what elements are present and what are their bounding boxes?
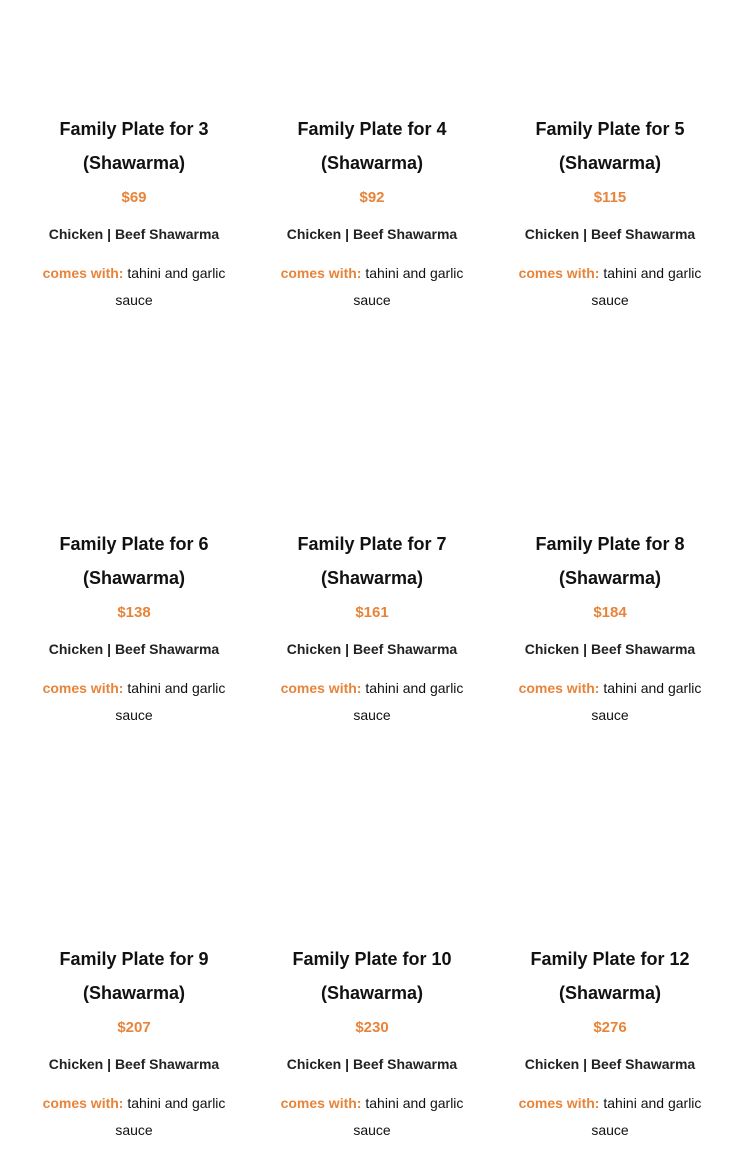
menu-item-comes-with: [500, 260, 720, 314]
menu-item-title[interactable]: [24, 112, 244, 180]
comes-with-label: comes with:: [518, 680, 600, 696]
menu-item-title-line1: Family Plate for 6: [59, 534, 209, 554]
menu-item-meat-options: [24, 638, 244, 660]
comes-with-text: tahini and garlic sauce: [591, 265, 702, 308]
menu-item-meat-options: [24, 1053, 244, 1075]
menu-item-title-line2: (Shawarma): [320, 983, 424, 1003]
menu-item-meat-options: [500, 638, 720, 660]
comes-with-text: tahini and garlic sauce: [115, 1095, 226, 1138]
meat-option-chicken: Chicken: [286, 641, 342, 657]
meat-option-beef: Beef Shawarma: [114, 641, 220, 657]
meat-option-chicken: Chicken: [286, 226, 342, 242]
menu-item-meat-options: [262, 638, 482, 660]
menu-item-meat-options: [500, 1053, 720, 1075]
menu-item-title[interactable]: [24, 942, 244, 1010]
meat-option-chicken: Chicken: [48, 1056, 104, 1072]
menu-item-title-line2: (Shawarma): [558, 568, 662, 588]
menu-item-card[interactable]: [262, 527, 482, 729]
menu-item-title-line2: (Shawarma): [82, 568, 186, 588]
meat-option-beef: Beef Shawarma: [590, 1056, 696, 1072]
menu-item-price: $184: [593, 604, 627, 621]
menu-item-card[interactable]: [262, 112, 482, 314]
meat-separator: |: [345, 1056, 350, 1072]
meat-option-beef: Beef Shawarma: [352, 1056, 458, 1072]
meat-option-chicken: Chicken: [286, 1056, 342, 1072]
meat-separator: |: [107, 1056, 112, 1072]
menu-item-meat-options: [500, 223, 720, 245]
comes-with-text: tahini and garlic sauce: [353, 265, 464, 308]
menu-item-title[interactable]: [500, 112, 720, 180]
comes-with-label: comes with:: [42, 680, 124, 696]
comes-with-label: comes with:: [518, 265, 600, 281]
menu-item-card[interactable]: [24, 527, 244, 729]
menu-item-comes-with: [262, 675, 482, 729]
meat-separator: |: [345, 226, 350, 242]
meat-separator: |: [583, 641, 588, 657]
menu-item-price: $207: [117, 1019, 151, 1036]
menu-item-comes-with: [500, 675, 720, 729]
comes-with-label: comes with:: [280, 680, 362, 696]
meat-option-chicken: Chicken: [524, 226, 580, 242]
meat-option-chicken: Chicken: [524, 1056, 580, 1072]
meat-option-beef: Beef Shawarma: [590, 226, 696, 242]
meat-option-beef: Beef Shawarma: [352, 641, 458, 657]
menu-item-title-line1: Family Plate for 7: [297, 534, 447, 554]
menu-item-title-line2: (Shawarma): [320, 153, 424, 173]
menu-item-title-line1: Family Plate for 5: [535, 119, 685, 139]
comes-with-text: tahini and garlic sauce: [591, 680, 702, 723]
menu-item-price: $161: [355, 604, 389, 621]
menu-item-comes-with: [262, 1090, 482, 1144]
comes-with-text: tahini and garlic sauce: [591, 1095, 702, 1138]
menu-item-price: $69: [121, 189, 147, 206]
menu-item-title[interactable]: [262, 112, 482, 180]
menu-item-title-line1: Family Plate for 12: [530, 949, 690, 969]
meat-option-beef: Beef Shawarma: [114, 1056, 220, 1072]
menu-item-card[interactable]: [262, 942, 482, 1144]
menu-item-price: $92: [359, 189, 385, 206]
comes-with-text: tahini and garlic sauce: [115, 680, 226, 723]
comes-with-label: comes with:: [280, 265, 362, 281]
menu-item-title-line2: (Shawarma): [82, 153, 186, 173]
comes-with-label: comes with:: [42, 1095, 124, 1111]
meat-separator: |: [583, 1056, 588, 1072]
menu-item-title-line1: Family Plate for 9: [59, 949, 209, 969]
menu-item-title[interactable]: [24, 527, 244, 595]
meat-separator: |: [107, 641, 112, 657]
comes-with-label: comes with:: [280, 1095, 362, 1111]
menu-item-title-line2: (Shawarma): [558, 153, 662, 173]
menu-item-comes-with: [24, 675, 244, 729]
menu-item-title[interactable]: [500, 527, 720, 595]
menu-item-card[interactable]: [24, 112, 244, 314]
meat-option-beef: Beef Shawarma: [114, 226, 220, 242]
meat-option-chicken: Chicken: [48, 226, 104, 242]
menu-item-title-line2: (Shawarma): [558, 983, 662, 1003]
menu-item-title-line1: Family Plate for 4: [297, 119, 447, 139]
menu-item-card[interactable]: [24, 942, 244, 1144]
menu-item-meat-options: [24, 223, 244, 245]
menu-item-title[interactable]: [262, 942, 482, 1010]
meat-separator: |: [345, 641, 350, 657]
comes-with-text: tahini and garlic sauce: [353, 680, 464, 723]
comes-with-label: comes with:: [518, 1095, 600, 1111]
menu-item-comes-with: [262, 260, 482, 314]
meat-option-chicken: Chicken: [48, 641, 104, 657]
menu-item-price: $138: [117, 604, 151, 621]
menu-item-comes-with: [24, 260, 244, 314]
meat-option-chicken: Chicken: [524, 641, 580, 657]
menu-item-price: $230: [355, 1019, 389, 1036]
menu-item-card[interactable]: [500, 942, 720, 1144]
menu-item-meat-options: [262, 223, 482, 245]
menu-item-meat-options: [262, 1053, 482, 1075]
menu-item-card[interactable]: [500, 527, 720, 729]
meat-option-beef: Beef Shawarma: [352, 226, 458, 242]
menu-item-comes-with: [24, 1090, 244, 1144]
menu-item-title[interactable]: [262, 527, 482, 595]
menu-item-title-line1: Family Plate for 10: [292, 949, 452, 969]
menu-item-title-line2: (Shawarma): [320, 568, 424, 588]
menu-item-title-line2: (Shawarma): [82, 983, 186, 1003]
meat-separator: |: [107, 226, 112, 242]
menu-item-comes-with: [500, 1090, 720, 1144]
meat-option-beef: Beef Shawarma: [590, 641, 696, 657]
menu-item-title-line1: Family Plate for 3: [59, 119, 209, 139]
menu-item-title-line1: Family Plate for 8: [535, 534, 685, 554]
meat-separator: |: [583, 226, 588, 242]
menu-item-title[interactable]: [500, 942, 720, 1010]
comes-with-text: tahini and garlic sauce: [353, 1095, 464, 1138]
comes-with-label: comes with:: [42, 265, 124, 281]
menu-item-card[interactable]: [500, 112, 720, 314]
menu-item-price: $276: [593, 1019, 627, 1036]
menu-item-price: $115: [593, 189, 627, 206]
comes-with-text: tahini and garlic sauce: [115, 265, 226, 308]
